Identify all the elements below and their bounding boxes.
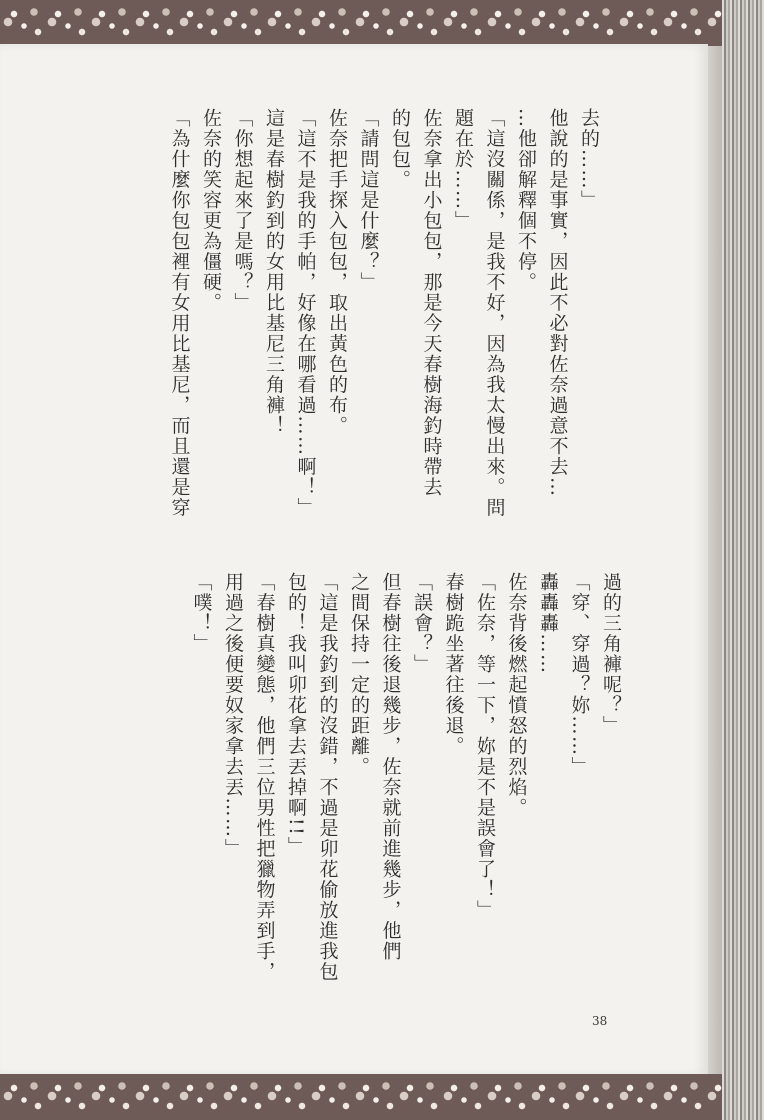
floral-bottom-border bbox=[0, 1074, 722, 1120]
text-line: 佐奈拿出小包包，那是今天春樹海釣時帶去 bbox=[420, 108, 443, 498]
text-line: 這是春樹釣到的女用比基尼三角褲！ bbox=[263, 108, 285, 436]
text-line: 「這是我釣到的沒錯，不過是卯花偷放進我包 bbox=[316, 572, 339, 982]
text-line: 他說的是事實，因此不必對佐奈過意不去… bbox=[546, 108, 569, 498]
text-line: 春樹跪坐著往後退。 bbox=[442, 572, 465, 757]
text-line: 佐奈背後燃起憤怒的烈焰。 bbox=[505, 572, 528, 818]
text-line: 佐奈的笑容更為僵硬。 bbox=[200, 108, 222, 313]
text-line: 包的！我叫卯花拿去丟掉啊!!」 bbox=[285, 572, 307, 857]
page-number: 38 bbox=[592, 1014, 608, 1028]
text-line: 「噗！」 bbox=[190, 572, 213, 654]
text-line: 去的……」 bbox=[578, 108, 600, 211]
text-line: 「你想起來了是嗎？」 bbox=[231, 108, 254, 313]
text-line: 的包包。 bbox=[389, 108, 411, 190]
text-line: 「請問這是什麼？」 bbox=[357, 108, 380, 293]
page-stack bbox=[706, 10, 722, 1110]
text-line: 「為什麼你包包裡有女用比基尼，而且還是穿 bbox=[168, 108, 191, 518]
text-line: 「這不是我的手帕，好像在哪看過……啊！」 bbox=[294, 108, 317, 518]
floral-top-border bbox=[0, 0, 722, 46]
text-line: …他卻解釋個不停。 bbox=[515, 108, 537, 293]
text-line: 佐奈把手探入包包，取出黃色的布。 bbox=[326, 108, 348, 436]
text-line: 過的三角褲呢？」 bbox=[600, 572, 622, 736]
text-line: 轟轟轟…… bbox=[537, 572, 559, 675]
text-line: 「這沒關係，是我不好，因為我太慢出來。問 bbox=[483, 108, 506, 518]
text-line: 之間保持一定的距離。 bbox=[348, 572, 370, 777]
text-block-top bbox=[163, 108, 604, 548]
text-line: 但春樹往後退幾步，佐奈就前進幾步，他們 bbox=[379, 572, 402, 962]
text-line: 「誤會？」 bbox=[411, 572, 433, 675]
text-line: 「穿、穿過？妳……」 bbox=[568, 572, 591, 777]
text-block-bottom bbox=[185, 572, 626, 992]
text-line: 「春樹真變態，他們三位男性把獵物弄到手， bbox=[253, 572, 276, 982]
text-line: 「佐奈，等一下，妳是不是誤會了！」 bbox=[474, 572, 496, 921]
text-line: 用過之後便要奴家拿去丟……」 bbox=[222, 572, 244, 859]
text-line: 題在於……」 bbox=[452, 108, 474, 231]
